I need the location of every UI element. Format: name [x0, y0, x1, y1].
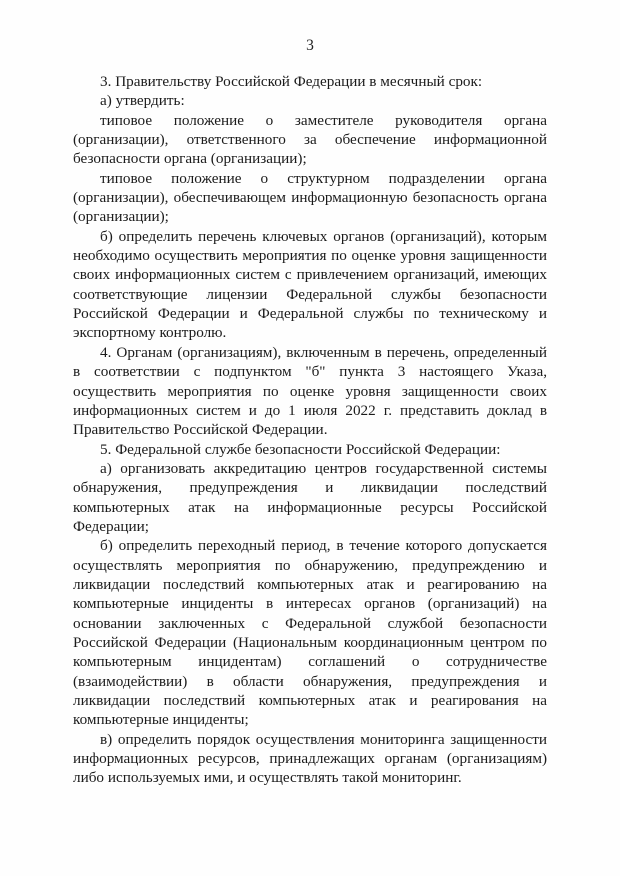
paragraph-item-3a-sub1: типовое положение о заместителе руководителя органа (организации), ответственного за обеспечение информационной безопасности органа (организации);: [73, 111, 547, 168]
paragraph-item-3b: б) определить перечень ключевых органов (организаций), которым необходимо осуществить мероприятия по оценке уровня защищенности своих информационных систем с привлечением организаций, имеющих соответствующие лицензии Федеральной службы безопасности Российской Федерации и Федеральной службы по техническому и экспортному контролю.: [73, 227, 547, 342]
paragraph-item-4: 4. Органам (организациям), включенным в перечень, определенный в соответствии с подпунктом "б" пункта 3 настоящего Указа, осуществить мероприятия по оценке уровня защищенности своих информационных систем и до 1 июля 2022 г. представить доклад в Правительство Российской Федерации.: [73, 343, 547, 439]
paragraph-item-5c: в) определить порядок осуществления мониторинга защищенности информационных ресурсов, принадлежащих органам (организациям) либо используемых ими, и осуществлять такой мониторинг.: [73, 730, 547, 787]
page-number: 3: [306, 37, 314, 54]
paragraph-item-3: 3. Правительству Российской Федерации в месячный срок:: [100, 73, 483, 90]
paragraph-item-5: 5. Федеральной службе безопасности Российской Федерации:: [100, 440, 501, 458]
paragraph-item-3a: а) утвердить:: [100, 92, 185, 110]
paragraph-item-3a-sub2: типовое положение о структурном подразделении органа (организации), обеспечивающем информационную безопасность органа (организации);: [73, 169, 547, 226]
document-body: [73, 72, 547, 788]
paragraph-item-5b: б) определить переходный период, в течение которого допускается осуществлять мероприятия по обнаружению, предупреждению и ликвидации последствий компьютерных атак и реагированию на компьютерные инциденты в интересах органов (организаций) на основании заключенных с Федеральной службой безопасности Российской Федерации (Национальным координационным центром по компьютерным инцидентам) соглашений о сотрудничестве (взаимодействии) в области обнаружения, предупреждения и ликвидации последствий компьютерных атак и реагирования на компьютерные инциденты;: [73, 537, 547, 729]
paragraph-item-5a: а) организовать аккредитацию центров государственной системы обнаружения, предупреждения и ликвидации последствий компьютерных атак на информационные ресурсы Российской Федерации;: [73, 459, 547, 535]
